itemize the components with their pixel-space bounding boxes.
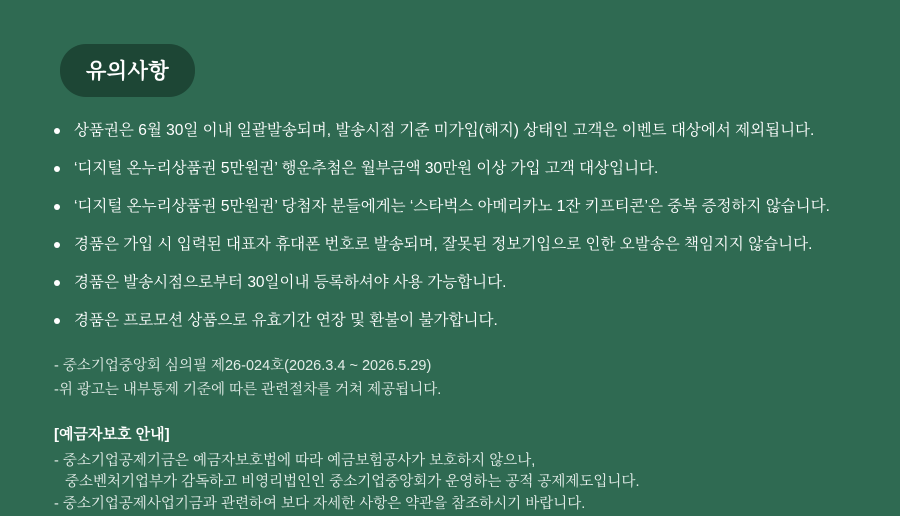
- deposit-protection-section: [54, 423, 860, 516]
- list-item: [52, 235, 860, 256]
- note-line: -위 광고는 내부통제 기준에 따른 관련절차를 거쳐 제공됩니다.: [54, 381, 442, 398]
- list-item-text: 경품은 가입 시 입력된 대표자 휴대폰 번호로 발송되며, 잘못된 정보기입으로 인한 오발송은 책임지지 않습니다.: [74, 235, 813, 253]
- list-item-text: ‘디지털 온누리상품권 5만원권’ 행운추첨은 월부금액 30만원 이상 가입 고객 대상입니다.: [74, 159, 659, 177]
- list-item-text: ‘디지털 온누리상품권 5만원권’ 당첨자 분들에게는 ‘스타벅스 아메리카노 1잔 키프티콘’은 중복 증정하지 않습니다.: [74, 197, 830, 215]
- list-item-text: 상품권은 6월 30일 이내 일괄발송되며, 발송시점 기준 미가입(해지) 상태인 고객은 이벤트 대상에서 제외됩니다.: [74, 122, 815, 139]
- notice-list: [52, 121, 860, 332]
- list-item: [52, 159, 860, 180]
- section-line: 중소벤처기업부가 감독하고 비영리법인인 중소기업중앙회가 운영하는 공적 공제제도입니다.: [65, 474, 640, 491]
- list-item-text: 경품은 프로모션 상품으로 유효기간 연장 및 환불이 불가합니다.: [74, 311, 498, 329]
- bullet-dot: [54, 318, 60, 324]
- section-line: - 중소기업공제사업기금과 관련하여 보다 자세한 사항은 약관을 참조하시기 바랍니다.: [54, 496, 586, 513]
- section-badge: 유의사항: [60, 44, 195, 97]
- bullet-dot: [54, 280, 60, 286]
- list-item: [52, 121, 860, 142]
- bullet-dot: [54, 166, 60, 172]
- approval-notes: [54, 356, 860, 401]
- note-line: - 중소기업중앙회 심의필 제26-024호(2026.3.4 ~ 2026.5.29): [54, 357, 432, 374]
- list-item: [52, 197, 860, 218]
- list-item: [52, 311, 860, 332]
- section-line: - 중소기업공제기금은 예금자보호법에 따라 예금보험공사가 보호하지 않으나,: [54, 452, 536, 469]
- section-title: [예금자보호 안내]: [54, 425, 170, 443]
- bullet-dot: [54, 204, 60, 210]
- bullet-dot: [54, 242, 60, 248]
- list-item: [52, 273, 860, 294]
- bullet-dot: [54, 128, 60, 134]
- list-item-text: 경품은 발송시점으로부터 30일이내 등록하셔야 사용 가능합니다.: [74, 273, 507, 291]
